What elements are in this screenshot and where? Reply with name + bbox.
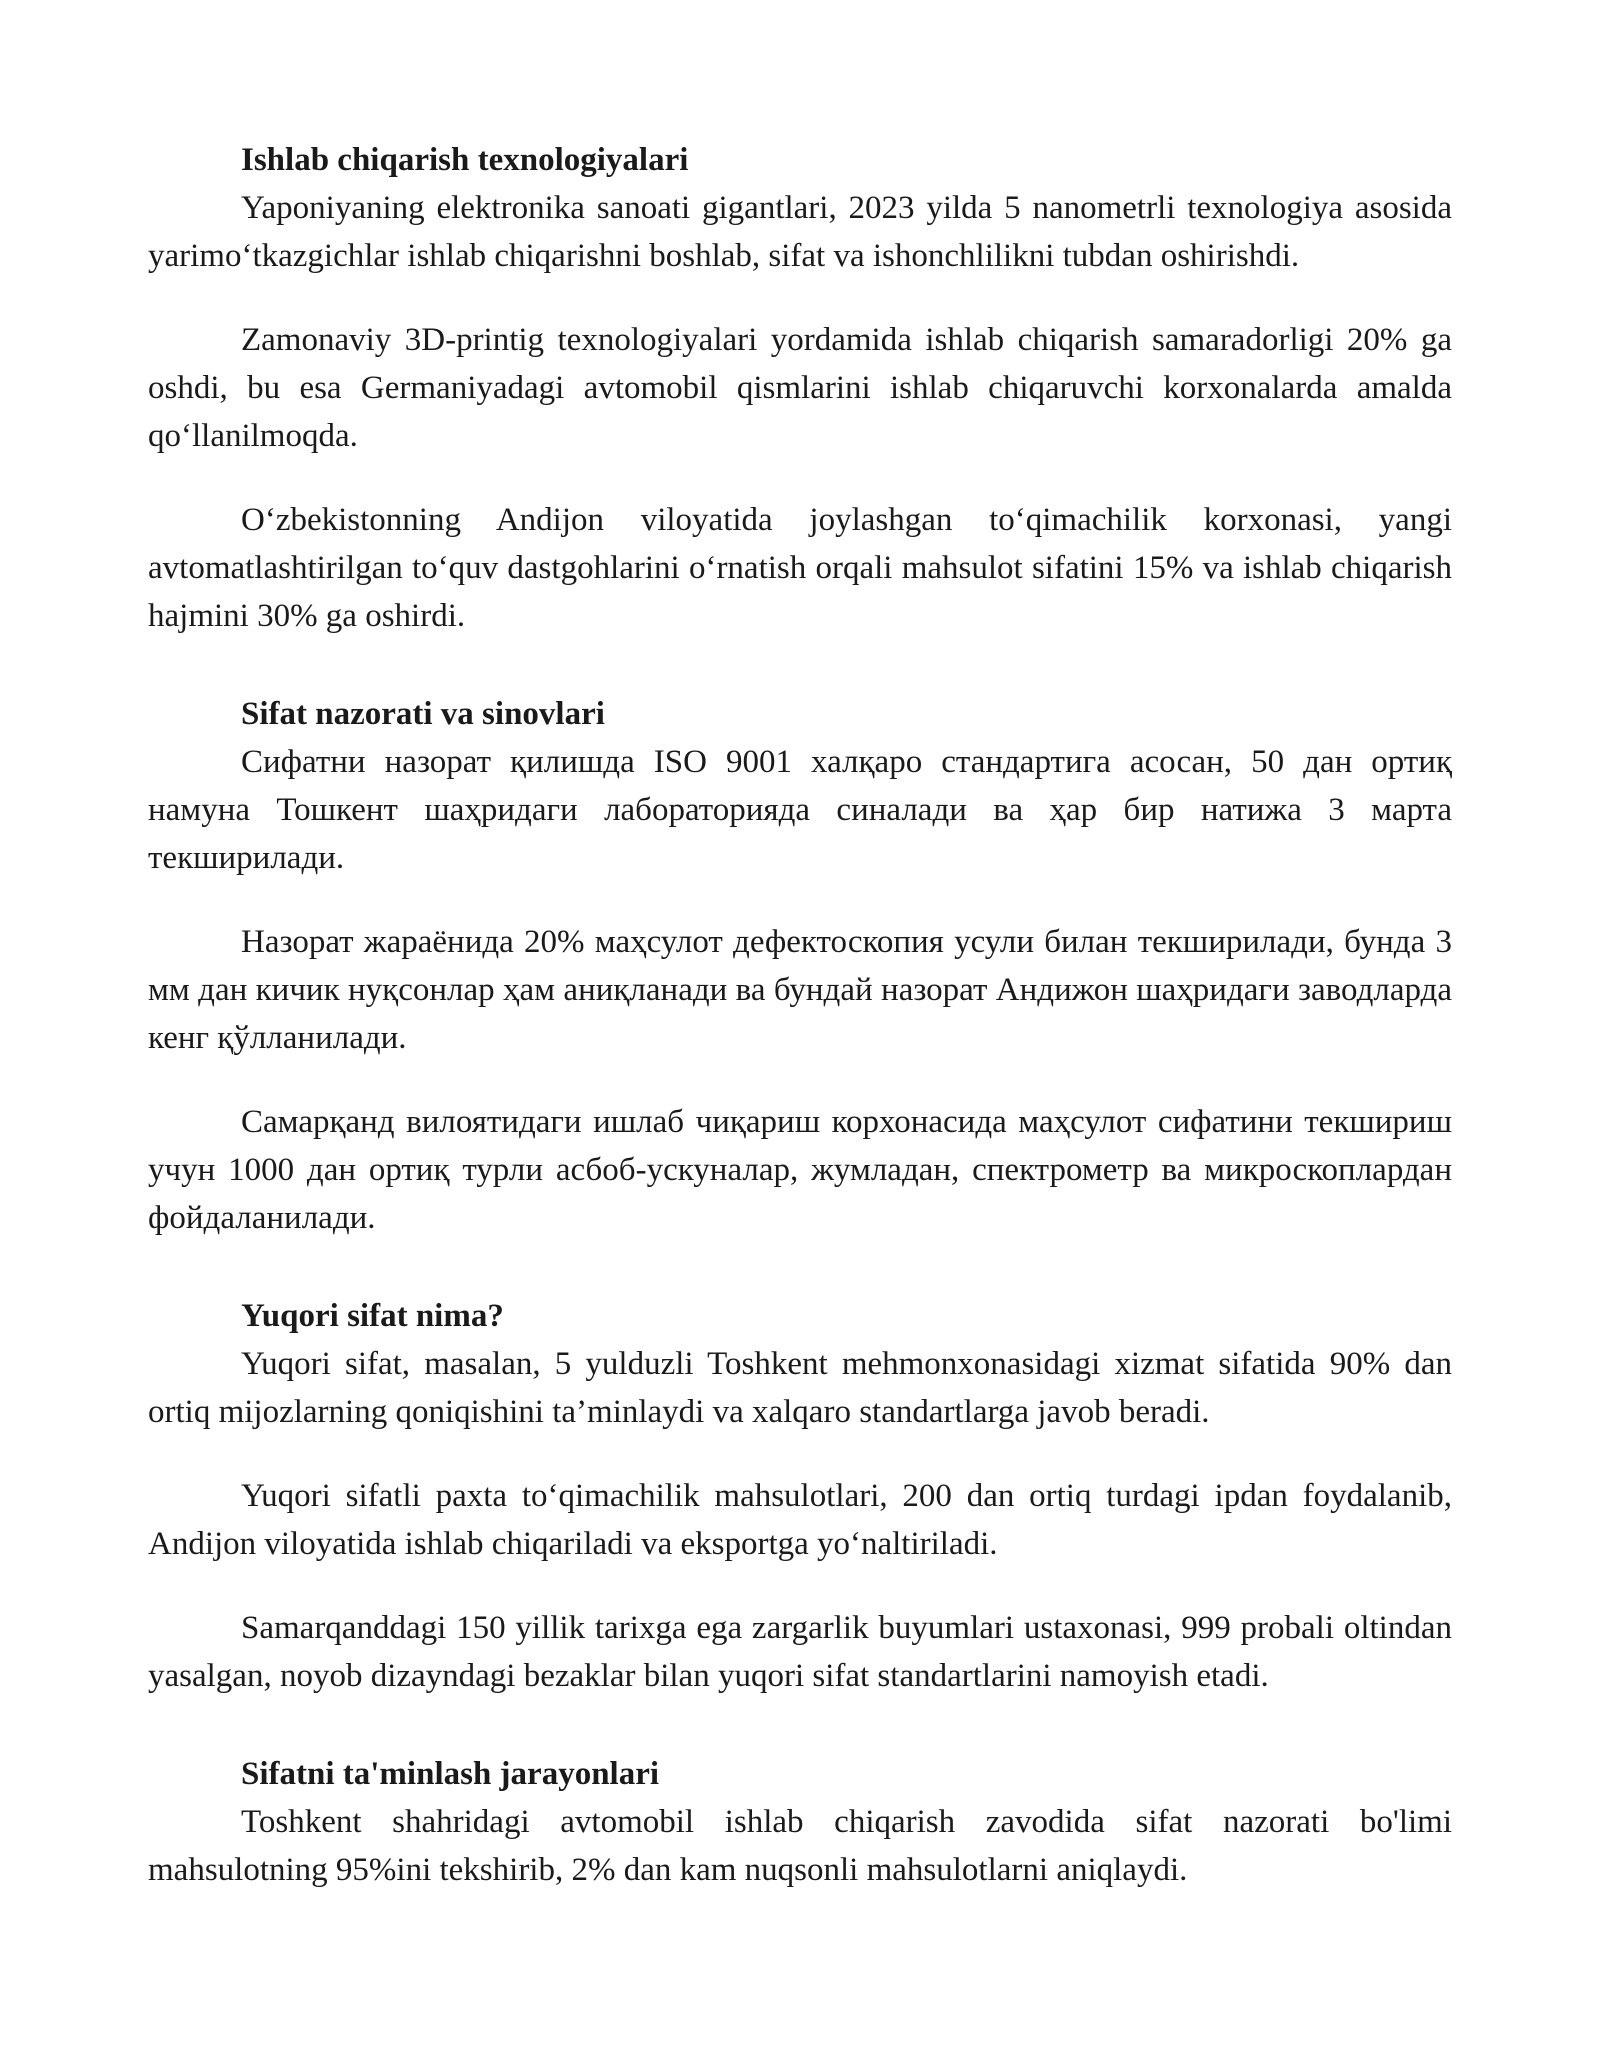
paragraph: Zamonaviy 3D-printig texnologiyalari yordamida ishlab chiqarish samaradorligi 20% ga oshdi, bu esa Germaniyadagi avtomobil qismlarini ishlab chiqaruvchi korxonalarda amalda qo‘llanilmoqda. xyxy=(148,322,1452,454)
paragraph: Samarqanddagi 150 yillik tarixga ega zargarlik buyumlari ustaxonasi, 999 probali oltindan yasalgan, noyob dizayndagi bezaklar bilan yuqori sifat standartlarini namoyish etadi. xyxy=(148,1610,1452,1694)
paragraph: Самарқанд вилоятидаги ишлаб чиқариш корхонасида маҳсулот сифатини текшириш учун 1000 дан ортиқ турли асбоб-ускуналар, жумладан, спектрометр ва микроскоплардан фойдаланилади. xyxy=(148,1104,1452,1236)
section-high-quality xyxy=(148,1292,1452,1700)
section-heading: Yuqori sifat nima? xyxy=(241,1298,504,1334)
paragraph: Сифатни назорат қилишда ISO 9001 халқаро стандартига асосан, 50 дан ортиқ намуна Тошкент шаҳридаги лабораторияда синалади ва ҳар бир натижа 3 марта текширилади. xyxy=(148,744,1452,876)
paragraph: Yaponiyaning elektronika sanoati gigantlari, 2023 yilda 5 nanometrli texnologiya asosida yarimo‘tkazgichlar ishlab chiqarishni boshlab, sifat va ishonchlilikni tubdan oshirishdi. xyxy=(148,190,1452,274)
paragraph: Yuqori sifat, masalan, 5 yulduzli Toshkent mehmonxonasidagi xizmat sifatida 90% dan ortiq mijozlarning qoniqishini ta’minlaydi va xalqaro standartlarga javob beradi. xyxy=(148,1346,1452,1430)
section-production-technologies xyxy=(148,136,1452,640)
paragraph: Назорат жараёнида 20% маҳсулот дефектоскопия усули билан текширилади, бунда 3 мм дан кичик нуқсонлар ҳам аниқланади ва бундай назорат Андижон шаҳридаги заводларда кенг қўлланилади. xyxy=(148,924,1452,1056)
paragraph: Toshkent shahridagi avtomobil ishlab chiqarish zavodida sifat nazorati bo'limi mahsulotning 95%ini tekshirib, 2% dan kam nuqsonli mahsulotlarni aniqlaydi. xyxy=(148,1804,1452,1888)
paragraph: O‘zbekistonning Andijon viloyatida joylashgan to‘qimachilik korxonasi, yangi avtomatlashtirilgan to‘quv dastgohlarini o‘rnatish orqali mahsulot sifatini 15% va ishlab chiqarish hajmini 30% ga oshirdi. xyxy=(148,502,1452,634)
section-quality-assurance xyxy=(148,1750,1452,1894)
section-heading: Sifatni ta'minlash jarayonlari xyxy=(241,1756,660,1792)
section-heading: Ishlab chiqarish texnologiyalari xyxy=(241,142,689,178)
section-heading: Sifat nazorati va sinovlari xyxy=(241,696,605,732)
section-quality-control xyxy=(148,690,1452,1242)
paragraph: Yuqori sifatli paxta to‘qimachilik mahsulotlari, 200 dan ortiq turdagi ipdan foydalanib, Andijon viloyatida ishlab chiqariladi va eksportga yo‘naltiriladi. xyxy=(148,1478,1452,1562)
document-page xyxy=(148,136,1452,1944)
